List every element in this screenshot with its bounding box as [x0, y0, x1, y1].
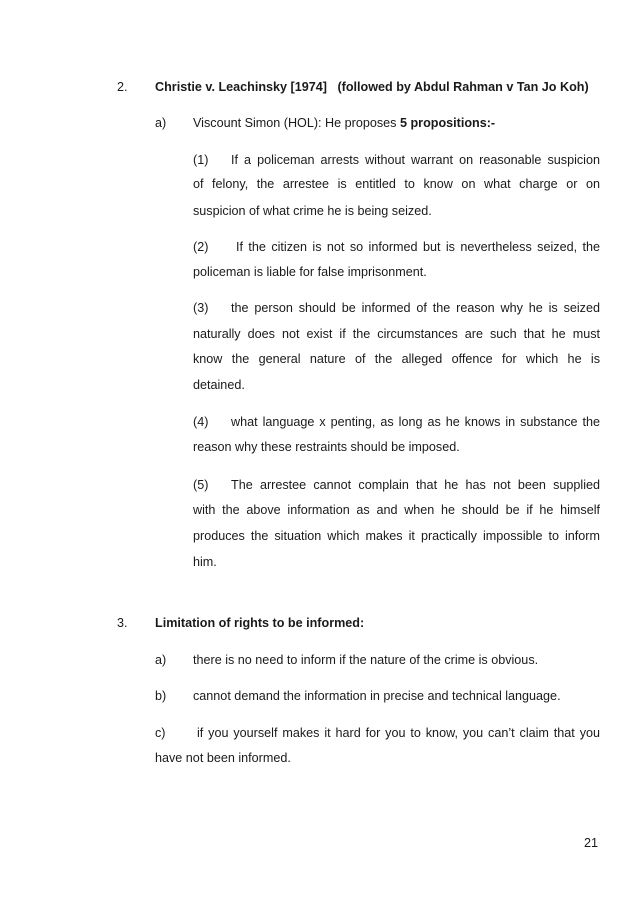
prop-1-line-2: of felony, the arrestee is entitled to know on what charge or on [193, 177, 600, 191]
prop-4-line-1: what language x penting, as long as he knows in substance the [231, 415, 600, 429]
sec3-item-c-line-1: if you yourself makes it hard for you to know, you can’t claim that you [197, 726, 600, 740]
prop-5-line-2: with the above information as and when he should be if he himself [193, 503, 600, 517]
sub-a-text [193, 116, 495, 130]
prop-3-number: (3) [193, 301, 209, 315]
prop-5-number: (5) [193, 478, 209, 492]
prop-1-line-3: suspicion of what crime he is being seized. [193, 204, 432, 218]
sec3-item-a-text: there is no need to inform if the nature of the crime is obvious. [193, 653, 539, 667]
section-3-heading [155, 616, 364, 630]
sec3-item-b-text: cannot demand the information in precise and technical language. [193, 689, 561, 703]
prop-2-line-2: policeman is liable for false imprisonment. [193, 265, 427, 279]
prop-1-line-1: If a policeman arrests without warrant on reasonable suspicion [231, 153, 600, 167]
prop-1-number: (1) [193, 153, 209, 167]
sec3-item-b-label: b) [155, 689, 167, 703]
case-name: Christie v. Leachinsky [1974] [155, 80, 327, 94]
sec3-item-c-line-2: have not been informed. [155, 751, 291, 765]
prop-3-line-3: know the general nature of the alleged offence for which he is [193, 352, 600, 366]
sec3-item-c-label: c) [155, 726, 166, 740]
sub-a-label: a) [155, 116, 167, 130]
prop-3-line-2: naturally does not exist if the circumstances are such that he must [193, 327, 600, 341]
section-3-number: 3. [117, 616, 128, 630]
section-3-heading-text: Limitation of rights to be informed: [155, 616, 365, 630]
section-2-heading [155, 80, 589, 94]
prop-3-line-4: detained. [193, 378, 245, 392]
prop-5-line-1: The arrestee cannot complain that he has not been supplied [231, 478, 600, 492]
sub-a-plain: Viscount Simon (HOL): He proposes [193, 116, 400, 130]
prop-2-line-1: If the citizen is not so informed but is nevertheless seized, the [236, 240, 600, 254]
prop-3-line-1: the person should be informed of the reason why he is seized [231, 301, 600, 315]
prop-5-line-4: him. [193, 555, 217, 569]
prop-4-line-2: reason why these restraints should be imposed. [193, 440, 460, 454]
page-number: 21 [584, 836, 599, 850]
sub-a-bold: 5 propositions:- [399, 116, 496, 130]
sec3-item-a-label: a) [155, 653, 167, 667]
prop-2-number: (2) [193, 240, 209, 254]
case-note: (followed by Abdul Rahman v Tan Jo Koh) [337, 80, 589, 94]
prop-4-number: (4) [193, 415, 209, 429]
prop-5-line-3: produces the situation which makes it practically impossible to inform [193, 529, 600, 543]
section-2-number: 2. [117, 80, 128, 94]
